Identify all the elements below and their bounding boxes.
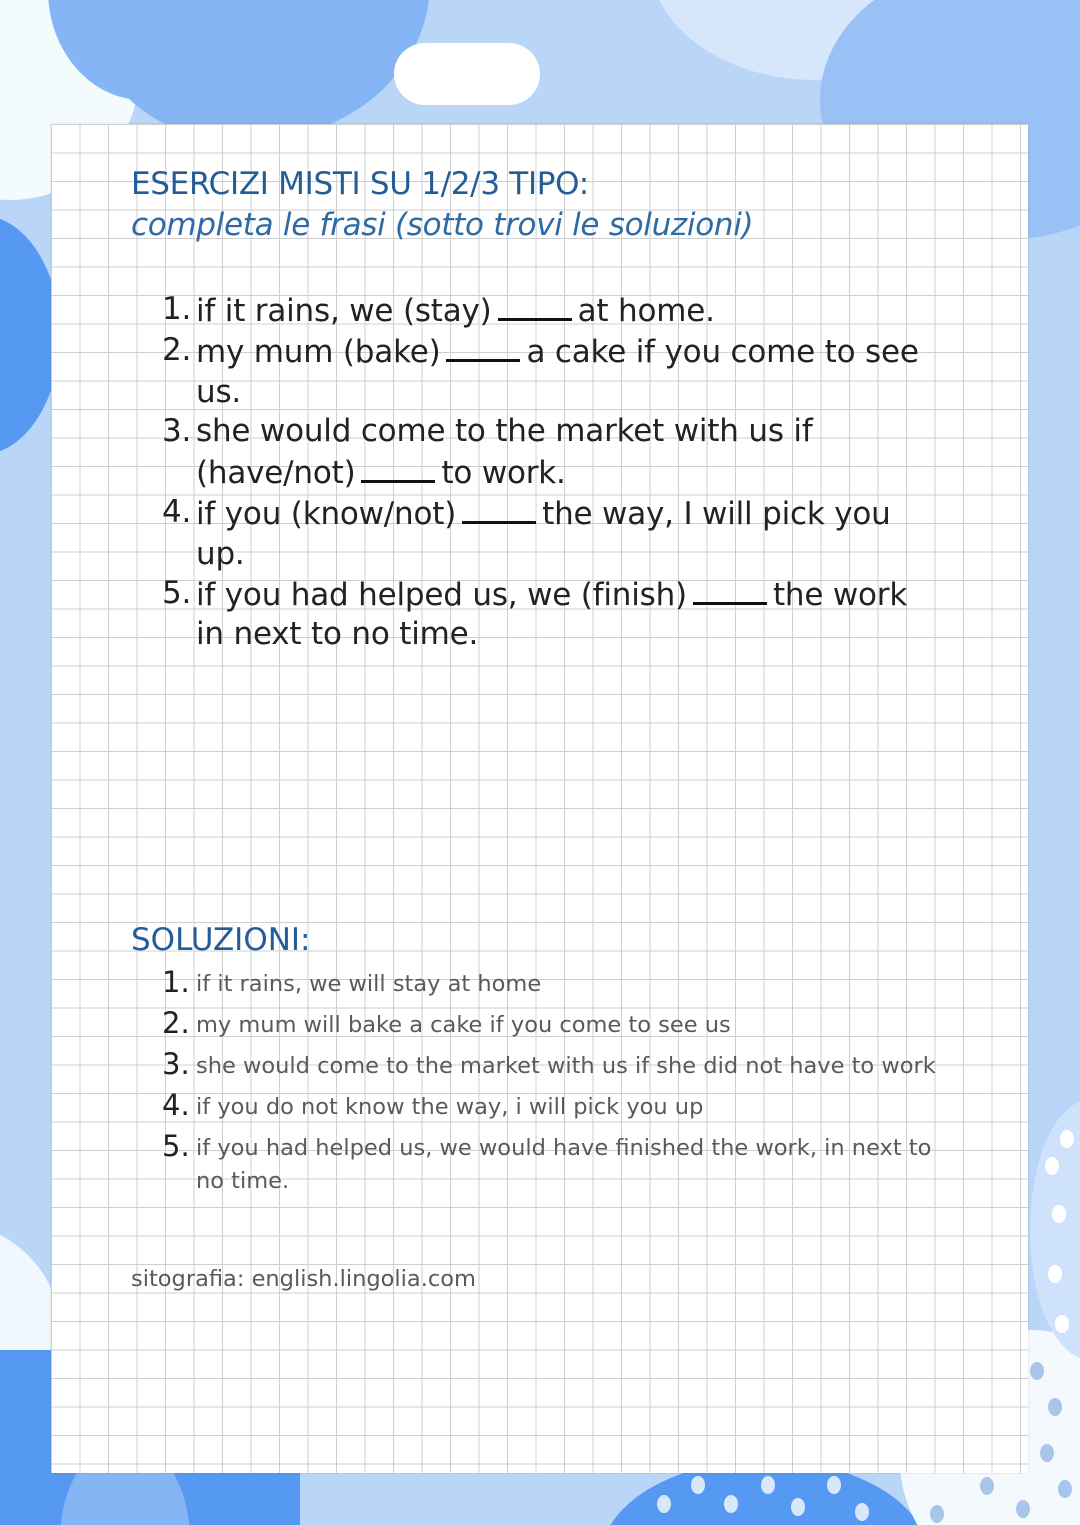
solution-number: 2.: [162, 1006, 190, 1040]
bg-dot: [1048, 1398, 1062, 1416]
solution-number: 4.: [162, 1088, 190, 1122]
exercise-text: if you (know/not): [196, 496, 457, 533]
solution-item: [162, 1130, 952, 1198]
solution-item: [162, 1048, 952, 1083]
answer-blank[interactable]: [462, 493, 536, 524]
solution-number: 5.: [162, 1129, 190, 1163]
exercise-item: [162, 412, 942, 493]
bg-dot: [657, 1495, 671, 1513]
bg-blob: [90, 0, 430, 140]
exercise-number: 5.: [162, 575, 192, 612]
solution-item: [162, 1089, 952, 1124]
exercise-item: [162, 331, 942, 412]
bg-dot: [761, 1476, 775, 1494]
bg-dot: [1016, 1500, 1030, 1518]
bg-dot: [1030, 1362, 1044, 1380]
bg-dot: [827, 1476, 841, 1494]
solution-number: 3.: [162, 1047, 190, 1081]
solution-text: if you do not know the way, i will pick you up: [196, 1094, 704, 1120]
bg-dot: [1040, 1444, 1054, 1462]
bg-dot: [855, 1503, 869, 1521]
solutions-list: [162, 966, 952, 1198]
bg-dot: [1055, 1315, 1069, 1333]
bg-dot: [980, 1477, 994, 1495]
source-credit: sitografia: english.lingolia.com: [131, 1266, 476, 1292]
solutions-title: SOLUZIONI:: [131, 922, 311, 958]
exercise-text: at home.: [577, 292, 715, 329]
bg-dot: [930, 1505, 944, 1523]
solution-text: if it rains, we will stay at home: [196, 971, 542, 997]
exercise-item: [162, 493, 942, 574]
bg-dot: [691, 1476, 705, 1494]
exercise-text: if you had helped us, we (finish): [196, 576, 687, 613]
solution-text: my mum will bake a cake if you come to see us: [196, 1012, 731, 1038]
exercise-text: to work.: [441, 454, 566, 491]
exercise-number: 3.: [162, 413, 192, 450]
bg-dot: [1052, 1205, 1066, 1223]
exercise-number: 1.: [162, 291, 192, 327]
exercise-item: [162, 290, 942, 331]
exercise-text: she would come to the market with us if (have/not): [196, 413, 813, 491]
exercise-text: the way, I will pick you up.: [196, 496, 891, 572]
exercise-text: my mum (bake): [196, 334, 441, 371]
exercise-text: if it rains, we (stay): [196, 292, 492, 329]
answer-blank[interactable]: [361, 452, 435, 483]
bg-dot: [1045, 1157, 1059, 1175]
page-title: ESERCIZI MISTI SU 1/2/3 TIPO:: [131, 166, 589, 202]
solution-number: 1.: [162, 965, 190, 999]
bg-dot: [791, 1498, 805, 1516]
page-subtitle: completa le frasi (sotto trovi le soluzioni): [131, 207, 754, 243]
solution-item: [162, 1007, 952, 1042]
exercise-item: [162, 574, 942, 655]
answer-blank[interactable]: [693, 574, 767, 605]
bg-dot: [1060, 1130, 1074, 1148]
exercise-text: a cake if you come to see us.: [196, 334, 919, 410]
exercise-number: 4.: [162, 494, 192, 531]
bg-dot: [1058, 1480, 1072, 1498]
answer-blank[interactable]: [498, 290, 572, 321]
answer-blank[interactable]: [446, 331, 520, 362]
bg-dot: [724, 1495, 738, 1513]
solution-text: if you had helped us, we would have finished the work, in next to no time.: [196, 1135, 932, 1194]
exercise-text: the work in next to no time.: [196, 576, 908, 653]
bg-pill: [394, 43, 540, 105]
exercise-number: 2.: [162, 332, 192, 369]
exercise-list: [162, 290, 942, 655]
solution-text: she would come to the market with us if she did not have to work: [196, 1053, 936, 1079]
bg-dot: [1048, 1265, 1062, 1283]
solution-item: [162, 966, 952, 1001]
